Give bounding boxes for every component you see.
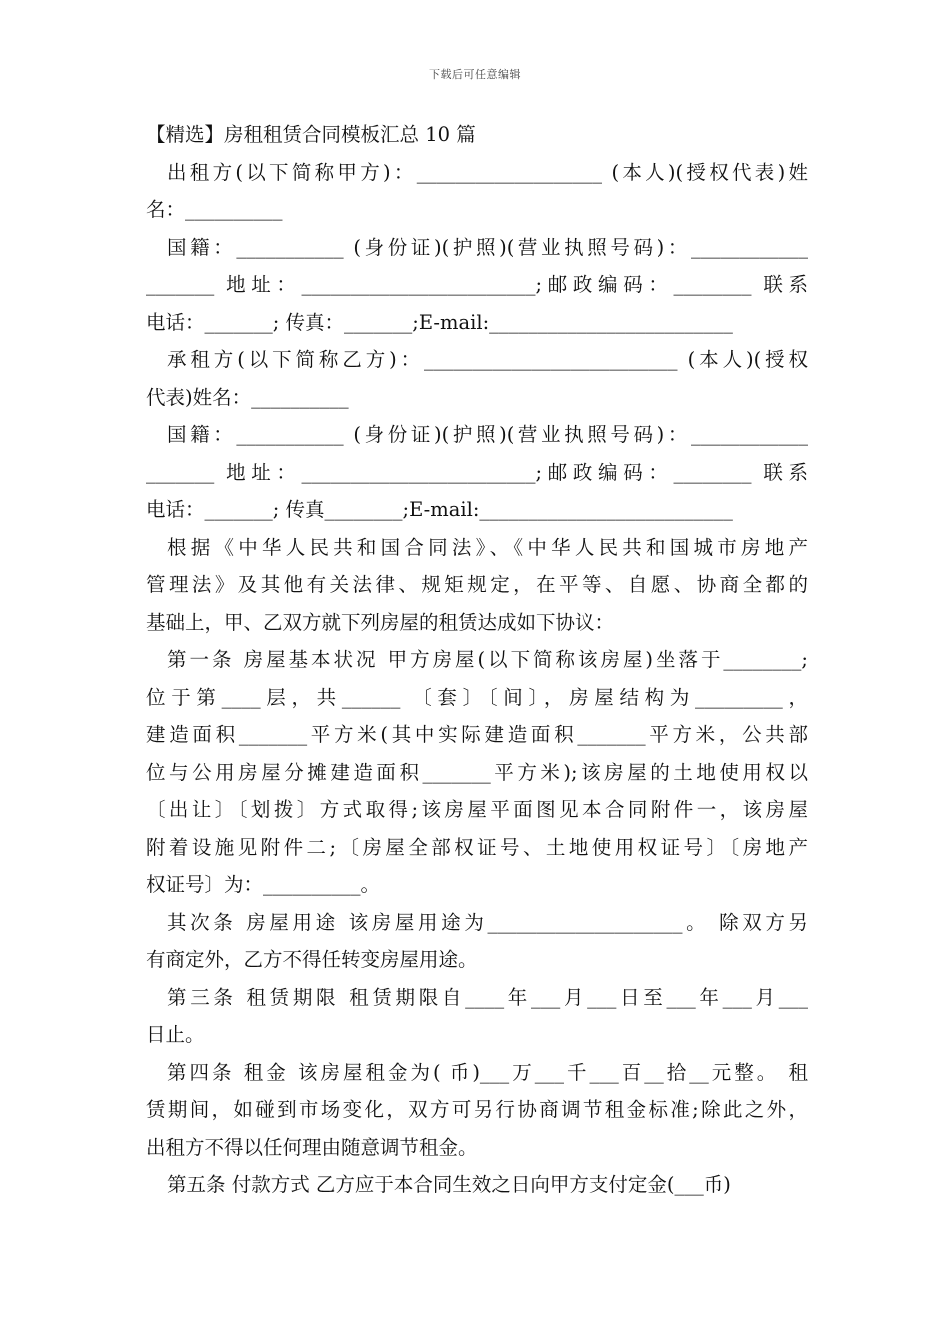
text-line: 国籍：___________ (身份证)(护照)(营业执照号码)：____________ [167, 235, 808, 259]
paragraph-preamble [146, 529, 808, 642]
text-line: 位与公用房屋分摊建造面积_______平方米);该房屋的土地使用权以 [146, 760, 808, 784]
paragraph-article-5 [146, 1166, 808, 1204]
text-line: 第三条 租赁期限 租赁期限自____年___月___日至___年___月___ [167, 985, 808, 1009]
paragraph-article-4 [146, 1054, 808, 1167]
text-line: 管理法》及其他有关法律、规矩规定，在平等、自愿、协商全都的 [146, 573, 808, 596]
paragraph-lessee [146, 341, 808, 416]
text-line: 日止。 [146, 1023, 205, 1046]
text-line: 出租方不得以任何理由随意调节租金。 [146, 1135, 478, 1159]
paragraph-article-1 [146, 641, 808, 904]
text-line: 名：__________ [146, 198, 283, 221]
text-line: 建造面积_______平方米(其中实际建造面积_______平方米，公共部 [146, 723, 808, 746]
document-body [146, 116, 808, 1204]
paragraph-lessor [146, 154, 808, 229]
text-line: 基础上，甲、乙双方就下列房屋的租赁达成如下协议： [146, 610, 615, 634]
text-line: 〔出让〕〔划拨〕方式取得;该房屋平面图见本合同附件一，该房屋 [146, 798, 808, 821]
text-line: 赁期间，如碰到市场变化，双方可另行协商调节租金标准;除此之外， [146, 1098, 808, 1121]
text-line: 权证号〕为：__________。 [146, 873, 381, 896]
text-line: 第五条 付款方式 乙方应于本合同生效之日向甲方支付定金(___币) [167, 1173, 731, 1196]
paragraph-list [146, 154, 808, 1204]
text-line: 其次条 房屋用途 该房屋用途为____________________。 除双方另 [167, 910, 808, 934]
page-header-note: 下载后可任意编辑 [429, 68, 521, 81]
text-line: 出租方(以下简称甲方)：___________________ (本人)(授权代表)姓 [167, 160, 808, 184]
text-line: 第四条 租金 该房屋租金为( 币)___万___千___百__拾__元整。 租 [167, 1060, 808, 1084]
text-line: 电话：_______; 传真________;E-mail:__________________________ [146, 498, 733, 521]
text-line: _______ 地址：________________________;邮政编码：________ 联系 [146, 460, 808, 484]
paragraph-lessee-info [146, 416, 808, 529]
text-line: 代表)姓名：__________ [146, 385, 349, 409]
paragraph-article-3 [146, 979, 808, 1054]
paragraph-article-2 [146, 904, 808, 979]
text-line: _______ 地址：________________________;邮政编码：________ 联系 [146, 273, 808, 296]
text-line: 附着设施见附件二;〔房屋全部权证号、土地使用权证号〕〔房地产 [146, 835, 808, 859]
text-line: 电话：_______; 传真：_______;E-mail:_________________________ [146, 310, 733, 334]
text-line: 位于第____层，共______ 〔套〕〔间〕，房屋结构为_________， [146, 685, 808, 709]
paragraph-lessor-info [146, 229, 808, 342]
document-title: 【精选】房租租赁合同模板汇总 10 篇 [146, 123, 476, 146]
text-line: 有商定外，乙方不得任转变房屋用途。 [146, 948, 478, 971]
text-line: 国籍：___________ (身份证)(护照)(营业执照号码)：____________ [167, 423, 808, 446]
text-line: 承租方(以下简称乙方)：__________________________ (本人)(授权 [167, 348, 808, 371]
text-line: 根据《中华人民共和国合同法》、《中华人民共和国城市房地产 [167, 535, 808, 559]
text-line: 第一条 房屋基本状况 甲方房屋(以下简称该房屋)坐落于________; [167, 648, 808, 671]
